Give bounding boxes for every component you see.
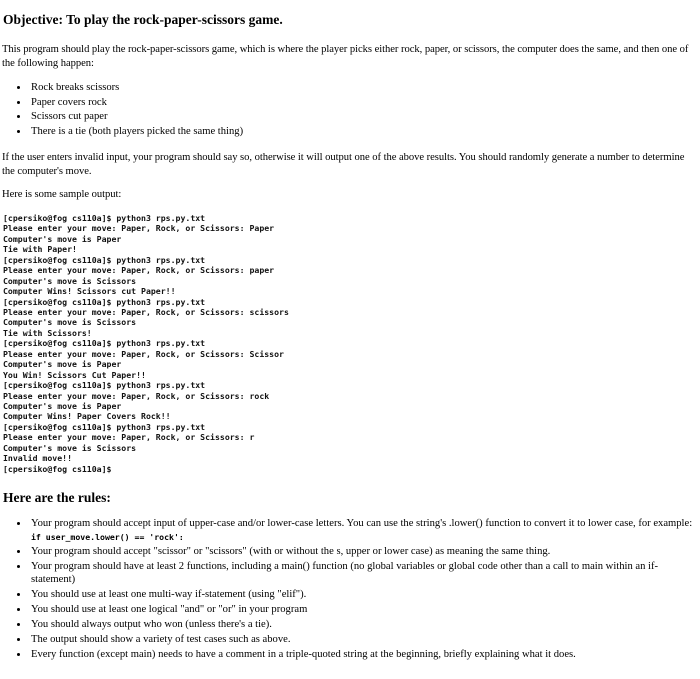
sample-line: [cpersiko@fog cs110a]$ python3 rps.py.txt: [3, 212, 206, 223]
rules-list: [2, 517, 698, 662]
sample-line: Computer's move is Paper: [3, 233, 122, 244]
sample-output-label: Here is some sample output:: [2, 189, 122, 201]
rule-item: • You should always output who won (unless there's a tie).: [29, 618, 698, 632]
sample-line: Please enter your move: Paper, Rock, or Scissors: paper: [3, 265, 275, 276]
sample-line: Tie with Scissors!: [3, 327, 92, 338]
rule-item: • Your program should have at least 2 functions, including a main() function (no global variables or global code other than a call to main within an if-statement): [29, 560, 698, 587]
invalid-input-paragraph: If the user enters invalid input, your program should say so, otherwise it will output one of the above results. You should randomly generate a number to determine the computer's move.: [2, 152, 685, 177]
sample-line: [cpersiko@fog cs110a]$ python3 rps.py.txt: [3, 338, 206, 349]
sample-line: [cpersiko@fog cs110a]$ python3 rps.py.txt: [3, 254, 206, 265]
sample-line: Please enter your move: Paper, Rock, or Scissors: Paper: [3, 223, 275, 234]
rules-heading: Here are the rules:: [3, 490, 111, 506]
rule-item: • You should use at least one multi-way if-statement (using "elif").: [29, 588, 698, 602]
objective-heading: Objective: To play the rock-paper-scissors game.: [3, 12, 283, 27]
sample-line: [cpersiko@fog cs110a]$ python3 rps.py.txt: [3, 421, 206, 432]
sample-line: Computer's move is Scissors: [3, 442, 137, 453]
outcome-item: • Paper covers rock: [29, 96, 698, 111]
sample-line: Computer Wins! Paper Covers Rock!!: [3, 411, 171, 422]
sample-line: [cpersiko@fog cs110a]$ python3 rps.py.txt: [3, 296, 206, 307]
sample-line: Please enter your move: Paper, Rock, or Scissors: rock: [3, 390, 270, 401]
sample-line: [cpersiko@fog cs110a]$ python3 rps.py.txt: [3, 380, 206, 391]
rule-text: Your program should accept input of upper-case and/or lower-case letters. You can use the string's .lower() function to convert it to lower case, for example:: [31, 518, 693, 530]
sample-line: Please enter your move: Paper, Rock, or Scissors: scissors: [3, 306, 289, 317]
sample-output-block: [3, 213, 698, 474]
rule-item: • Your program should accept "scissor" or "scissors" (with or without the s, upper or lower case) as meaning the same thing.: [29, 545, 698, 559]
intro-paragraph: This program should play the rock-paper-scissors game, which is where the player picks either rock, paper, or scissors, the computer does the same, and then one of the following happen:: [2, 44, 689, 69]
sample-line: Tie with Paper!: [3, 244, 77, 255]
sample-line: Computer's move is Paper: [3, 401, 122, 412]
outcome-item: • Scissors cut paper: [29, 110, 698, 125]
sample-line: Computer Wins! Scissors cut Paper!!: [3, 286, 176, 297]
rule-item: • You should use at least one logical "and" or "or" in your program: [29, 603, 698, 617]
sample-line: Computer's move is Scissors: [3, 317, 137, 328]
outcome-item: • There is a tie (both players picked the same thing): [29, 125, 698, 140]
sample-line: Computer's move is Scissors: [3, 275, 137, 286]
sample-line: Please enter your move: Paper, Rock, or Scissors: r: [3, 432, 255, 443]
rule-item: • Every function (except main) needs to have a comment in a triple-quoted string at the beginning, briefly explaining what it does.: [29, 648, 698, 662]
outcomes-list: [2, 81, 698, 139]
sample-line: Computer's move is Paper: [3, 359, 122, 370]
code-example: if user_move.lower() == 'rock':: [31, 531, 184, 542]
rule-item: • The output should show a variety of test cases such as above.: [29, 633, 698, 647]
rule-item: [29, 517, 698, 543]
sample-line: [cpersiko@fog cs110a]$: [3, 463, 112, 474]
outcome-item: • Rock breaks scissors: [29, 81, 698, 96]
sample-line: You Win! Scissors Cut Paper!!: [3, 369, 146, 380]
sample-line: Please enter your move: Paper, Rock, or Scissors: Scissor: [3, 348, 284, 359]
sample-line: Invalid move!!: [3, 453, 73, 464]
